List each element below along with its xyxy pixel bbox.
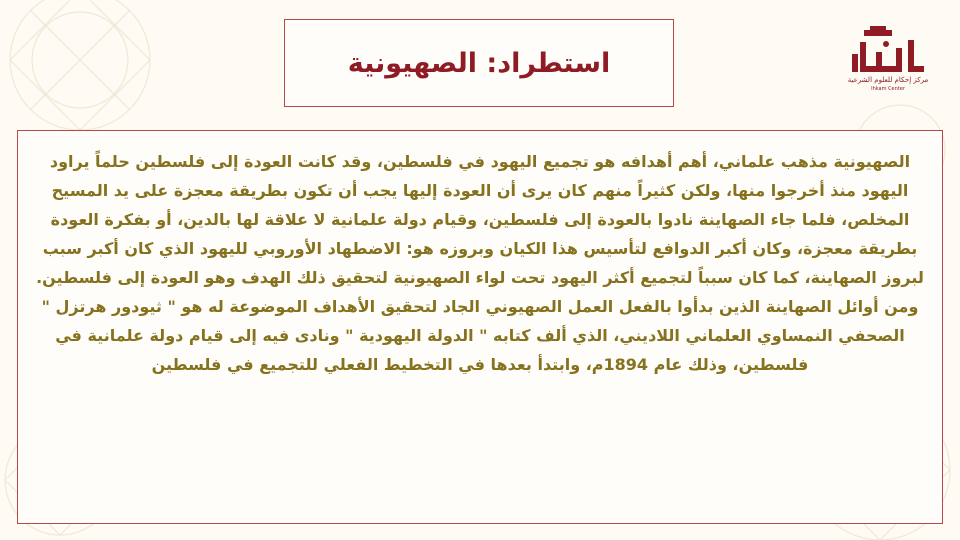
page-title: استطراد: الصهيونية [347,47,611,79]
paragraph-1: الصهيونية مذهب علماني، أهم أهدافه هو تجميع اليهود في فلسطين، وقد كانت العودة إلى فلسطين حلماً يراود اليهود منذ أخرجوا منها، ولكن كثيراً منهم كان يرى أن العودة إليها يجب أن تكون بطريقة معجزة على يد المسيح المخلص، فلما جاء الصهاينة نادوا بالعودة إلى فلسطين، وقيام دولة علمانية لا علاقة لها بالدين، أو بفكرة العودة بطريقة معجزة، وكان أكبر الدوافع لتأسيس هذا الكيان وبروزه هو: الاضطهاد الأوروبي لليهود الذي كان أكبر سبب لبروز الصهاينة، كما كان سبباً لتجميع أكثر اليهود تحت لواء الصهيونية لتحقيق ذلك الهدف وهو العودة إلى فلسطين. [36,152,924,287]
paragraph-2: ومن أوائل الصهاينة الذين بدأوا بالفعل العمل الصهيوني الجاد لتحقيق الأهداف الموضوعة له هو " ثيودور هرتزل " الصحفي النمساوي العلماني اللاديني، الذي ألف كتابه " الدولة اليهودية " ونادى فيه إلى قيام دولة علمانية في فلسطين، وذلك عام 1894م، وابتدأ بعدها في التخطيط الفعلي للتجميع في فلسطين [41,297,919,374]
logo-subtitle: مركز إحكام للعلوم الشرعية [847,76,929,84]
logo-tagline: Ihkam Center [871,86,905,92]
title-box [284,19,674,107]
content-box [17,130,943,524]
